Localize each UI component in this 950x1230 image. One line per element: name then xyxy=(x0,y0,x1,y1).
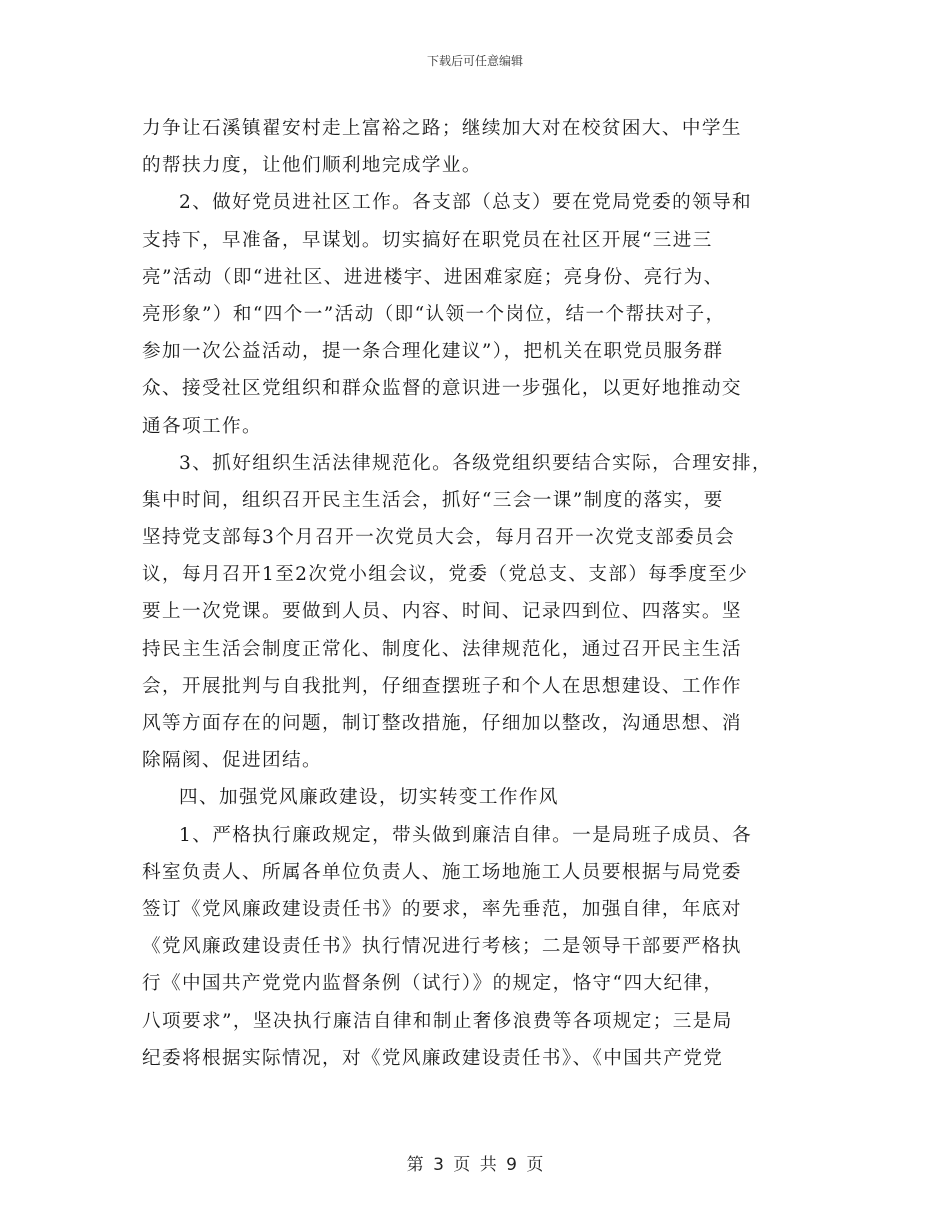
text-line: 力争让石溪镇翟安村走上富裕之路；继续加大对在校贫困大、中学生 xyxy=(142,118,742,139)
text-line: 参加一次公益活动，提一条合理化建议”），把机关在职党员服务群 xyxy=(142,341,724,363)
text-line: 四、加强党风廉政建设，切实转变工作作风 xyxy=(179,787,559,809)
text-line: 议，每月召开1至2次党小组会议，党委（党总支、支部）每季度至少 xyxy=(142,564,749,586)
text-line: 集中时间，组织召开民主生活会，抓好“三会一课”制度的落实，要 xyxy=(142,489,724,511)
text-line: 八项要求”，坚决执行廉洁自律和制止奢侈浪费等各项规定；三是局 xyxy=(142,1010,733,1032)
document-body xyxy=(142,110,822,1077)
text-line: 《党风廉政建设责任书》执行情况进行考核；二是领导干部要严格执 xyxy=(142,936,742,958)
text-line: 2、做好党员进社区工作。各支部（总支）要在党局党委的领导和 xyxy=(179,192,753,214)
page-header: 下载后可任意编辑 xyxy=(426,54,523,68)
text-line: 3、抓好组织生活法律规范化。各级党组织要结合实际，合理安排， xyxy=(179,452,773,474)
text-line: 要上一次党课。要做到人员、内容、时间、记录四到位、四落实。坚 xyxy=(142,601,742,623)
text-line: 通各项工作。 xyxy=(142,415,262,437)
text-line: 持民主生活会制度正常化、制度化、法律规范化，通过召开民主生活 xyxy=(142,638,742,660)
text-line: 风等方面存在的问题，制订整改措施，仔细加以整改，沟通思想、消 xyxy=(142,713,742,734)
text-line: 纪委将根据实际情况，对《党风廉政建设责任书》、《中国共产党党 xyxy=(142,1047,724,1069)
page-number: 第 3 页 共 9 页 xyxy=(406,1155,544,1175)
text-line: 签订《党风廉政建设责任书》的要求，率先垂范，加强自律，年底对 xyxy=(142,898,742,920)
text-line: 亮形象”）和“四个一”活动（即“认领一个岗位，结一个帮扶对子， xyxy=(142,303,726,325)
text-line: 行《中国共产党党内监督条例（试行）》的规定，恪守“四大纪律， xyxy=(142,973,724,995)
text-line: 除隔阂、促进团结。 xyxy=(142,750,322,772)
text-line: 会，开展批判与自我批判，仔细查摆班子和个人在思想建设、工作作 xyxy=(142,675,742,697)
text-line: 科室负责人、所属各单位负责人、施工场地施工人员要根据与局党委 xyxy=(142,861,742,883)
text-line: 支持下，早准备，早谋划。切实搞好在职党员在社区开展“三进三 xyxy=(142,229,713,251)
text-line: 亮”活动（即“进社区、进进楼宇、进困难家庭；亮身份、亮行为、 xyxy=(142,266,724,288)
text-line: 众、接受社区党组织和群众监督的意识进一步强化，以更好地推动交 xyxy=(142,378,742,400)
text-line: 1、严格执行廉政规定，带头做到廉洁自律。一是局班子成员、各 xyxy=(179,824,753,846)
text-line: 坚持党支部每3个月召开一次党员大会，每月召开一次党支部委员会 xyxy=(142,527,736,549)
text-line: 的帮扶力度，让他们顺利地完成学业。 xyxy=(142,155,482,177)
